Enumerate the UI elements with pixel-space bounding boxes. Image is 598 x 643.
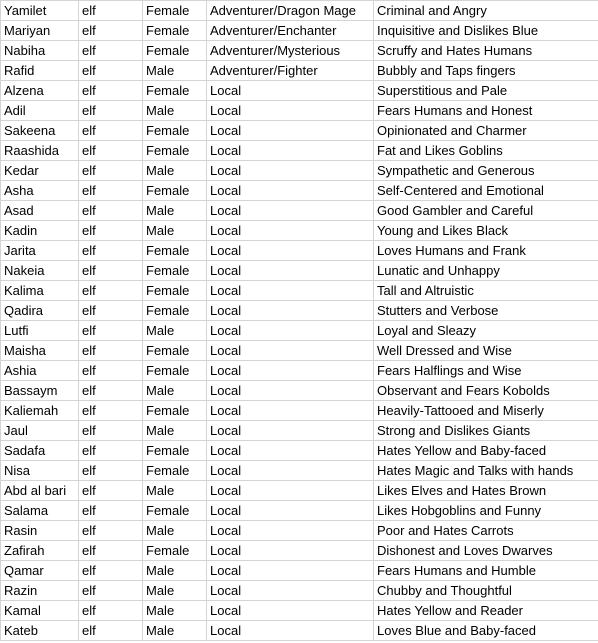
cell-role[interactable]: Local [207, 81, 374, 101]
cell-role[interactable]: Local [207, 441, 374, 461]
cell-traits[interactable]: Tall and Altruistic [374, 281, 598, 301]
cell-name[interactable]: Asha [1, 181, 79, 201]
cell-traits[interactable]: Loyal and Sleazy [374, 321, 598, 341]
cell-traits[interactable]: Good Gambler and Careful [374, 201, 598, 221]
cell-name[interactable]: Abd al bari [1, 481, 79, 501]
cell-gender[interactable]: Male [143, 481, 207, 501]
cell-race[interactable]: elf [79, 21, 143, 41]
cell-gender[interactable]: Female [143, 181, 207, 201]
cell-race[interactable]: elf [79, 341, 143, 361]
cell-role[interactable]: Local [207, 601, 374, 621]
table-row [1, 461, 598, 481]
cell-race[interactable]: elf [79, 381, 143, 401]
cell-name[interactable]: Jaul [1, 421, 79, 441]
cell-name[interactable]: Raashida [1, 141, 79, 161]
table-row [1, 581, 598, 601]
cell-race[interactable]: elf [79, 481, 143, 501]
cell-traits[interactable]: Observant and Fears Kobolds [374, 381, 598, 401]
cell-gender[interactable]: Female [143, 21, 207, 41]
cell-name[interactable]: Alzena [1, 81, 79, 101]
cell-name[interactable]: Yamilet [1, 1, 79, 21]
cell-gender[interactable]: Female [143, 241, 207, 261]
cell-gender[interactable]: Male [143, 221, 207, 241]
cell-race[interactable]: elf [79, 201, 143, 221]
table-row [1, 601, 598, 621]
cell-race[interactable]: elf [79, 241, 143, 261]
cell-traits[interactable]: Heavily-Tattooed and Miserly [374, 401, 598, 421]
cell-race[interactable]: elf [79, 361, 143, 381]
cell-role[interactable]: Local [207, 361, 374, 381]
cell-traits[interactable]: Opinionated and Charmer [374, 121, 598, 141]
cell-gender[interactable]: Female [143, 441, 207, 461]
cell-role[interactable]: Local [207, 341, 374, 361]
cell-traits[interactable]: Fat and Likes Goblins [374, 141, 598, 161]
cell-gender[interactable]: Male [143, 201, 207, 221]
cell-traits[interactable]: Inquisitive and Dislikes Blue [374, 21, 598, 41]
cell-gender[interactable]: Female [143, 401, 207, 421]
cell-name[interactable]: Kalima [1, 281, 79, 301]
cell-role[interactable]: Local [207, 201, 374, 221]
cell-race[interactable]: elf [79, 61, 143, 81]
cell-gender[interactable]: Male [143, 521, 207, 541]
cell-role[interactable]: Adventurer/Dragon Mage [207, 1, 374, 21]
table-body [1, 1, 598, 641]
cell-role[interactable]: Local [207, 261, 374, 281]
cell-race[interactable]: elf [79, 561, 143, 581]
table-row [1, 401, 598, 421]
cell-gender[interactable]: Female [143, 121, 207, 141]
cell-role[interactable]: Local [207, 181, 374, 201]
cell-race[interactable]: elf [79, 321, 143, 341]
cell-name[interactable]: Kateb [1, 621, 79, 641]
table-row [1, 501, 598, 521]
cell-name[interactable]: Razin [1, 581, 79, 601]
cell-name[interactable]: Zafirah [1, 541, 79, 561]
cell-traits[interactable]: Young and Likes Black [374, 221, 598, 241]
cell-traits[interactable]: Lunatic and Unhappy [374, 261, 598, 281]
cell-traits[interactable]: Hates Yellow and Reader [374, 601, 598, 621]
cell-race[interactable]: elf [79, 581, 143, 601]
cell-name[interactable]: Maisha [1, 341, 79, 361]
cell-race[interactable]: elf [79, 161, 143, 181]
table-row [1, 181, 598, 201]
cell-traits[interactable]: Dishonest and Loves Dwarves [374, 541, 598, 561]
table-row [1, 481, 598, 501]
table-row [1, 141, 598, 161]
cell-role[interactable]: Adventurer/Fighter [207, 61, 374, 81]
table-row [1, 121, 598, 141]
cell-gender[interactable]: Female [143, 41, 207, 61]
cell-race[interactable]: elf [79, 141, 143, 161]
cell-traits[interactable]: Sympathetic and Generous [374, 161, 598, 181]
cell-role[interactable]: Local [207, 301, 374, 321]
cell-race[interactable]: elf [79, 501, 143, 521]
cell-gender[interactable]: Female [143, 261, 207, 281]
cell-race[interactable]: elf [79, 121, 143, 141]
cell-traits[interactable]: Chubby and Thoughtful [374, 581, 598, 601]
cell-name[interactable]: Lutfi [1, 321, 79, 341]
cell-role[interactable]: Local [207, 101, 374, 121]
table-row [1, 561, 598, 581]
table-row [1, 421, 598, 441]
cell-traits[interactable]: Hates Magic and Talks with hands [374, 461, 598, 481]
cell-name[interactable]: Kaliemah [1, 401, 79, 421]
cell-traits[interactable]: Superstitious and Pale [374, 81, 598, 101]
cell-role[interactable]: Local [207, 241, 374, 261]
cell-gender[interactable]: Female [143, 141, 207, 161]
cell-role[interactable]: Local [207, 481, 374, 501]
cell-gender[interactable]: Male [143, 321, 207, 341]
cell-gender[interactable]: Female [143, 361, 207, 381]
table-row [1, 441, 598, 461]
cell-gender[interactable]: Female [143, 461, 207, 481]
cell-gender[interactable]: Female [143, 281, 207, 301]
cell-traits[interactable]: Loves Blue and Baby-faced [374, 621, 598, 641]
cell-gender[interactable]: Male [143, 601, 207, 621]
cell-race[interactable]: elf [79, 541, 143, 561]
cell-role[interactable]: Local [207, 221, 374, 241]
cell-role[interactable]: Local [207, 461, 374, 481]
cell-gender[interactable]: Male [143, 161, 207, 181]
table-row [1, 541, 598, 561]
cell-gender[interactable]: Male [143, 581, 207, 601]
cell-race[interactable]: elf [79, 221, 143, 241]
cell-name[interactable]: Rasin [1, 521, 79, 541]
cell-race[interactable]: elf [79, 401, 143, 421]
cell-name[interactable]: Kadin [1, 221, 79, 241]
cell-name[interactable]: Adil [1, 101, 79, 121]
table-row [1, 1, 598, 21]
table-row [1, 341, 598, 361]
cell-name[interactable]: Sadafa [1, 441, 79, 461]
cell-traits[interactable]: Likes Hobgoblins and Funny [374, 501, 598, 521]
cell-name[interactable]: Sakeena [1, 121, 79, 141]
cell-race[interactable]: elf [79, 41, 143, 61]
cell-traits[interactable]: Likes Elves and Hates Brown [374, 481, 598, 501]
cell-race[interactable]: elf [79, 81, 143, 101]
cell-traits[interactable]: Fears Humans and Humble [374, 561, 598, 581]
cell-race[interactable]: elf [79, 461, 143, 481]
cell-gender[interactable]: Female [143, 301, 207, 321]
cell-role[interactable]: Local [207, 421, 374, 441]
table-row [1, 261, 598, 281]
table-row [1, 201, 598, 221]
cell-role[interactable]: Adventurer/Enchanter [207, 21, 374, 41]
cell-role[interactable]: Local [207, 321, 374, 341]
cell-race[interactable]: elf [79, 621, 143, 641]
cell-race[interactable]: elf [79, 1, 143, 21]
cell-role[interactable]: Local [207, 121, 374, 141]
cell-gender[interactable]: Male [143, 381, 207, 401]
table-row [1, 301, 598, 321]
cell-role[interactable]: Local [207, 161, 374, 181]
cell-traits[interactable]: Poor and Hates Carrots [374, 521, 598, 541]
cell-traits[interactable]: Bubbly and Taps fingers [374, 61, 598, 81]
cell-gender[interactable]: Female [143, 541, 207, 561]
cell-role[interactable]: Local [207, 141, 374, 161]
cell-race[interactable]: elf [79, 301, 143, 321]
cell-name[interactable]: Mariyan [1, 21, 79, 41]
cell-race[interactable]: elf [79, 601, 143, 621]
cell-traits[interactable]: Criminal and Angry [374, 1, 598, 21]
cell-traits[interactable]: Well Dressed and Wise [374, 341, 598, 361]
cell-traits[interactable]: Hates Yellow and Baby-faced [374, 441, 598, 461]
cell-gender[interactable]: Female [143, 1, 207, 21]
cell-gender[interactable]: Female [143, 341, 207, 361]
table-row [1, 21, 598, 41]
cell-name[interactable]: Jarita [1, 241, 79, 261]
cell-gender[interactable]: Male [143, 61, 207, 81]
cell-race[interactable]: elf [79, 521, 143, 541]
cell-name[interactable]: Salama [1, 501, 79, 521]
cell-name[interactable]: Bassaym [1, 381, 79, 401]
cell-role[interactable]: Local [207, 561, 374, 581]
cell-role[interactable]: Local [207, 621, 374, 641]
cell-role[interactable]: Local [207, 401, 374, 421]
cell-traits[interactable]: Stutters and Verbose [374, 301, 598, 321]
cell-role[interactable]: Local [207, 281, 374, 301]
cell-gender[interactable]: Female [143, 501, 207, 521]
cell-role[interactable]: Adventurer/Mysterious [207, 41, 374, 61]
cell-race[interactable]: elf [79, 101, 143, 121]
cell-role[interactable]: Local [207, 521, 374, 541]
cell-name[interactable]: Kamal [1, 601, 79, 621]
table-row [1, 161, 598, 181]
table-row [1, 281, 598, 301]
table-row [1, 521, 598, 541]
cell-role[interactable]: Local [207, 541, 374, 561]
table-row [1, 361, 598, 381]
table-row [1, 81, 598, 101]
cell-gender[interactable]: Male [143, 621, 207, 641]
cell-name[interactable]: Ashia [1, 361, 79, 381]
cell-gender[interactable]: Female [143, 81, 207, 101]
cell-race[interactable]: elf [79, 421, 143, 441]
cell-role[interactable]: Local [207, 501, 374, 521]
cell-name[interactable]: Qamar [1, 561, 79, 581]
cell-name[interactable]: Nisa [1, 461, 79, 481]
cell-name[interactable]: Kedar [1, 161, 79, 181]
cell-gender[interactable]: Male [143, 421, 207, 441]
cell-traits[interactable]: Scruffy and Hates Humans [374, 41, 598, 61]
cell-name[interactable]: Nakeia [1, 261, 79, 281]
cell-role[interactable]: Local [207, 581, 374, 601]
table-row [1, 61, 598, 81]
cell-name[interactable]: Rafid [1, 61, 79, 81]
cell-traits[interactable]: Strong and Dislikes Giants [374, 421, 598, 441]
cell-traits[interactable]: Fears Humans and Honest [374, 101, 598, 121]
cell-traits[interactable]: Loves Humans and Frank [374, 241, 598, 261]
cell-race[interactable]: elf [79, 441, 143, 461]
table-row [1, 101, 598, 121]
cell-name[interactable]: Asad [1, 201, 79, 221]
cell-race[interactable]: elf [79, 261, 143, 281]
table-row [1, 241, 598, 261]
cell-race[interactable]: elf [79, 181, 143, 201]
cell-gender[interactable]: Male [143, 561, 207, 581]
cell-race[interactable]: elf [79, 281, 143, 301]
cell-role[interactable]: Local [207, 381, 374, 401]
cell-name[interactable]: Nabiha [1, 41, 79, 61]
cell-name[interactable]: Qadira [1, 301, 79, 321]
table-row [1, 221, 598, 241]
table-row [1, 321, 598, 341]
table-row [1, 41, 598, 61]
cell-traits[interactable]: Fears Halflings and Wise [374, 361, 598, 381]
cell-gender[interactable]: Male [143, 101, 207, 121]
table-row [1, 621, 598, 641]
cell-traits[interactable]: Self-Centered and Emotional [374, 181, 598, 201]
table-row [1, 381, 598, 401]
